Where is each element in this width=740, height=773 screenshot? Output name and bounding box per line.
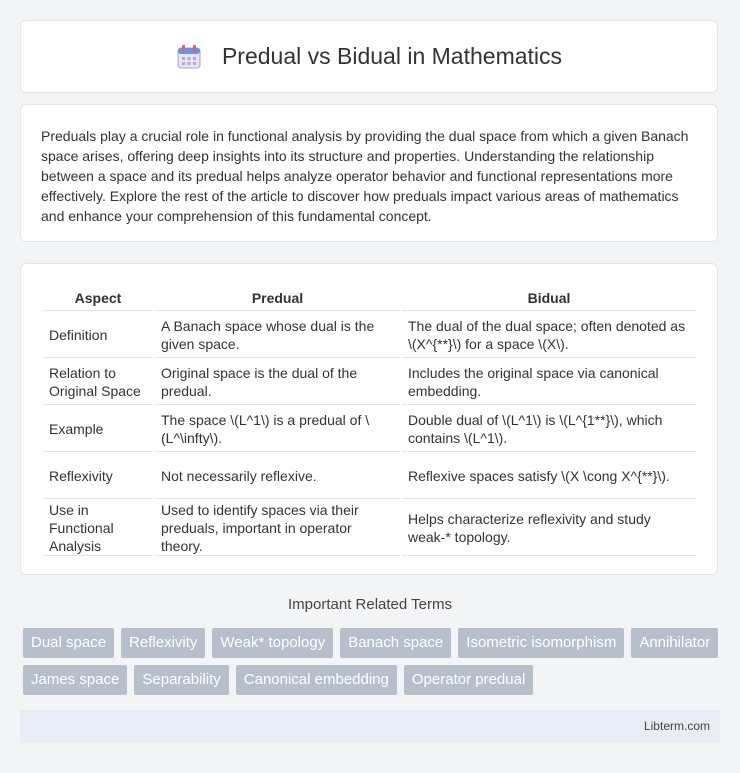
calendar-icon (176, 44, 202, 70)
cell-aspect: Definition (43, 313, 153, 358)
cell-predual: A Banach space whose dual is the given space. (155, 313, 400, 358)
term-tag-james-space[interactable]: James space (23, 665, 127, 695)
table-row (43, 407, 696, 452)
term-tag-weak-star-topology[interactable]: Weak* topology (212, 628, 333, 658)
cell-bidual: Helps characterize reflexivity and study weak-* topology. (402, 501, 696, 556)
cell-bidual: Reflexive spaces satisfy \(X \cong X^{**}\). (402, 454, 696, 499)
table-row (43, 313, 696, 358)
cell-bidual: Double dual of \(L^1\) is \(L^{1**}\), which contains \(L^1\). (402, 407, 696, 452)
table-row (43, 454, 696, 499)
cell-aspect: Reflexivity (43, 454, 153, 499)
table-header-row (43, 286, 696, 311)
cell-predual: Not necessarily reflexive. (155, 454, 400, 499)
term-tag-annihilator[interactable]: Annihilator (631, 628, 718, 658)
column-header-bidual: Bidual (402, 286, 696, 311)
table-row (43, 501, 696, 556)
footer-link[interactable]: Libterm.com (643, 719, 710, 733)
table-row (43, 360, 696, 405)
related-terms-list (23, 628, 723, 695)
intro-card (20, 104, 718, 242)
cell-bidual: The dual of the dual space; often denoted as \(X^{**}\) for a space \(X\). (402, 313, 696, 358)
column-header-predual: Predual (155, 286, 400, 311)
cell-aspect: Example (43, 407, 153, 452)
column-header-aspect: Aspect (43, 286, 153, 311)
page-title: Predual vs Bidual in Mathematics (221, 43, 563, 69)
comparison-card (20, 263, 718, 575)
term-tag-canonical-embedding[interactable]: Canonical embedding (236, 665, 397, 695)
cell-aspect: Relation to Original Space (43, 360, 153, 405)
footer (20, 710, 720, 743)
intro-text: Preduals play a crucial role in functional analysis by providing the dual space from which a given Banach space arises, offering deep insights into its structure and properties. Understanding the relationship between a space and its predual helps analyze operator behavior and functional representations more effectively. Explore the rest of the article to discover how preduals impact various areas of mathematics and enhance your comprehension of this fundamental concept. (41, 128, 689, 224)
cell-predual: Used to identify spaces via their preduals, important in operator theory. (155, 501, 400, 556)
cell-predual: The space \(L^1\) is a predual of \(L^\infty\). (155, 407, 400, 452)
term-tag-separability[interactable]: Separability (134, 665, 228, 695)
related-terms-title: Important Related Terms (288, 596, 452, 613)
cell-aspect: Use in Functional Analysis (43, 501, 153, 556)
term-tag-operator-predual[interactable]: Operator predual (404, 665, 533, 695)
term-tag-isometric-isomorphism[interactable]: Isometric isomorphism (458, 628, 624, 658)
term-tag-reflexivity[interactable]: Reflexivity (121, 628, 205, 658)
term-tag-banach-space[interactable]: Banach space (340, 628, 451, 658)
cell-predual: Original space is the dual of the predual. (155, 360, 400, 405)
term-tag-dual-space[interactable]: Dual space (23, 628, 114, 658)
cell-bidual: Includes the original space via canonical embedding. (402, 360, 696, 405)
header-card (20, 20, 718, 93)
comparison-table (41, 284, 698, 558)
